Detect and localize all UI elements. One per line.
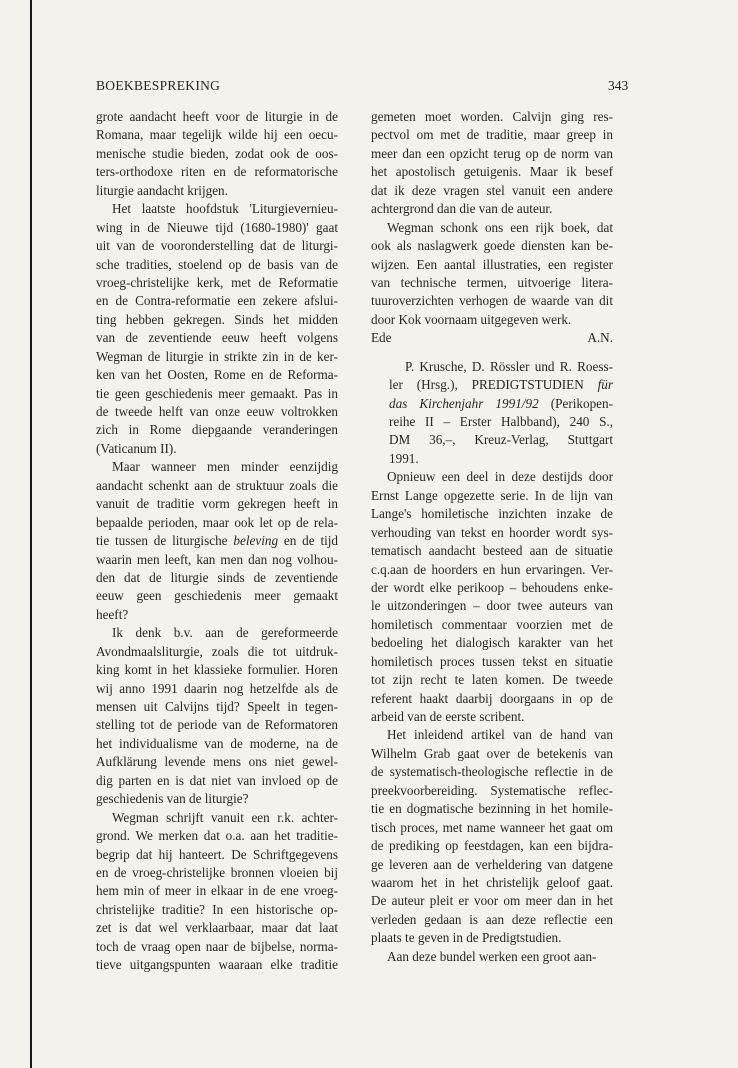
text-line: de systematisch-theologische reflectie in de (371, 764, 613, 780)
text-line: begrip dat hij hanteert. De Schriftgegevens (96, 846, 338, 862)
text-line: vroeg-christelijke kerk, met de Reformatie (96, 274, 338, 290)
text-line: van de zeventiende eeuw heeft volgens (96, 330, 338, 346)
text-line: (Vaticanum II). (96, 440, 177, 456)
text-line: referent haakt daarbij doorgaans in op de (371, 690, 613, 706)
text-line: de tweede helft van onze eeuw voltrokken (96, 404, 338, 419)
book-title: PREDIGTSTUDIEN (471, 377, 584, 393)
text-line: tisch proces, met name wanneer het gaat om (371, 819, 613, 835)
text-line: de prediking op feestdagen, kan een bijdra- (371, 838, 613, 854)
text-segment: en de tijd (283, 533, 339, 549)
text-line: tematisch aandacht besteed aan de situatie (371, 543, 613, 559)
text-line: tot zijn recht te laten komen. De tweede (371, 672, 613, 688)
text-line: tie geen geschiedenis meer gemaakt. Pas in (96, 385, 338, 401)
text-line: vanuit de traditie vorm gekregen heeft in (96, 496, 338, 512)
text-line: Het laatste hoofdstuk 'Liturgievernieu- (112, 201, 338, 217)
text-line: Wegman schrijft vanuit een r.k. achter- (112, 809, 338, 825)
text-line: verhouding van tekst en hoorder wordt sys- (371, 524, 613, 540)
text-line: dat ik deze vragen stel vanuit een andere (371, 182, 613, 198)
review-signature (371, 329, 613, 347)
text-line: ting hebben gekregen. Sinds het midden (96, 311, 338, 327)
text-line: grote aandacht heeft voor de liturgie in de (96, 109, 338, 124)
text-line: Ik denk b.v. aan de gereformeerde (112, 625, 338, 641)
text-line: Het inleidend artikel van de hand van (387, 727, 613, 743)
text-line: en de vroeg-christelijke bronnen vloeien bij (96, 864, 338, 880)
text-line: ken van het Oosten, Rome en de Reforma- (96, 367, 338, 383)
text-line: van technische termen, uitvoerige litera- (371, 274, 613, 290)
text-line: Lange's homiletische inzichten inzake de (371, 506, 613, 522)
italic-term: für (597, 377, 613, 393)
text-line: Maar wanneer men minder eenzijdig (112, 459, 338, 475)
signature-place: Ede (371, 330, 392, 346)
text-line: gemeten moet worden. Calvijn ging res- (371, 109, 613, 124)
text-line: Aufklärung levende mens ons niet gewel- (96, 754, 338, 770)
text-line: achtergrond dan die van de auteur. (371, 201, 553, 217)
text-line: bedoeling het dialogisch karakter van het (371, 635, 613, 651)
text-line: zet is dat wel verklaarbaar, maar dat laat (96, 920, 338, 936)
reference-line: P. Krusche, D. Rössler und R. Roess- (405, 358, 613, 374)
text-line (96, 532, 338, 550)
text-line: christelijke traditie? In een historische op- (96, 901, 338, 917)
text-line: toch de vraag open naar de bijbelse, norma- (96, 938, 338, 954)
text-line: wing in de Nieuwe tijd (1680-1980)' gaat (96, 219, 338, 235)
text-line: pectvol om met de traditie, maar greep in (371, 127, 613, 143)
text-line: Wegman schonk ons een rijk boek, dat (387, 219, 613, 235)
reference-line: reihe II – Erster Halbband), 240 S., (389, 414, 613, 429)
right-text-column (371, 108, 613, 966)
text-segment: tie tussen de liturgische (96, 533, 228, 549)
text-line: waarom het in het christelijk geloof gaat. (371, 874, 613, 890)
text-segment: ler (Hrsg.), (389, 377, 458, 393)
text-line: plaats te geven in de Predigtstudien. (371, 930, 562, 946)
text-line: het apostolisch getuigenis. Maar ik besef (371, 164, 613, 180)
reference-line (389, 376, 613, 394)
text-segment: (Perikopen- (550, 395, 614, 411)
text-line: le uitzonderingen – door twee auteurs van (371, 598, 613, 614)
reference-line (389, 395, 613, 413)
text-line: ters-orthodoxe riten en de reformatorische (96, 164, 338, 180)
text-line: eeuw geen geschiedenis meer gemaakt (96, 588, 338, 604)
text-line: door Kok voornaam uitgegeven werk. (371, 311, 572, 327)
text-line: arbeid van de eerste scribent. (371, 709, 525, 724)
text-line: bepaalde perioden, maar ook let op de rela- (96, 514, 338, 530)
text-line: mensen uit Calvijns tijd? Speelt in tegen- (96, 699, 338, 714)
text-line: aandacht schenkt aan de struktuur zoals die (96, 477, 338, 493)
text-line: sche tradities, stoelend op de basis van de (96, 256, 338, 272)
text-line: uit van de vooronderstelling dat de liturgi- (96, 238, 338, 254)
text-line: Opnieuw een deel in deze destijds door (387, 469, 613, 485)
text-line: dig parten en is dat niet van invloed op de (96, 772, 338, 788)
text-line: wijzen. Een aantal illustraties, een register (371, 256, 613, 272)
running-title: BOEKBESPREKING (96, 78, 221, 93)
text-line: c.q.aan de hoorders en hun ervaringen. Ver- (371, 561, 613, 577)
text-line: Wegman de liturgie in strikte zin in de ker- (96, 348, 338, 364)
text-line: tieve uitgangspunten waaraan elke traditie (96, 957, 338, 973)
signature-initials: A.N. (587, 330, 613, 346)
book-reference (371, 358, 613, 469)
text-line: het individualisme van de moderne, na de (96, 735, 338, 751)
text-line: stelling tot de periode van de Reformatoren (96, 717, 338, 733)
text-line: ge leveren aan de verheldering van datgene (371, 856, 613, 872)
text-line: hem min of meer in elkaar in de ene vroeg- (96, 883, 338, 899)
text-line: waarin men leeft, kan men dan nog volhou- (96, 551, 338, 567)
text-line: Aan deze bundel werken een groot aan- (387, 948, 597, 964)
page-number: 343 (608, 78, 629, 93)
text-line: grond. We merken dat o.a. aan het traditie- (96, 828, 338, 844)
text-line: liturgie aandacht krijgen. (96, 182, 228, 198)
text-line: der wordt elke perikoop – behoudens enke- (371, 579, 613, 595)
text-line: verleden gedaan is aan deze reflectie een (371, 911, 613, 927)
text-line: menische studie bieden, zodat ook de oos- (96, 145, 338, 161)
text-line: Wilhelm Grab gaat over de betekenis van (371, 745, 613, 761)
text-line: zich in Rome diepgaande veranderingen (96, 422, 338, 438)
reference-line: DM 36,–, Kreuz-Verlag, Stuttgart (389, 432, 613, 448)
text-line: tuuroverzichten verhogen de waarde van dit (371, 293, 613, 309)
text-line: meer dan een opzicht terug op de norm van (371, 145, 613, 161)
text-line: De auteur pleit er voor om meer dan in het (371, 893, 613, 909)
italic-term: das Kirchenjahr 1991/92 (389, 395, 539, 411)
text-line: en de Contra-reformatie een zekere afslui- (96, 293, 338, 309)
text-line: geschiedenis van de liturgie? (96, 791, 249, 807)
text-line: Avondmaalsliturgie, zoals die tot uitdruk- (96, 643, 338, 659)
text-line: king komt in het klassieke formulier. Horen (96, 662, 338, 678)
text-line: Ernst Lange opgezette serie. In de lijn van (371, 487, 613, 503)
text-line: heeft? (96, 606, 129, 622)
text-line: ook als naslagwerk goede diensten kan be- (371, 238, 613, 254)
scan-edge-line (30, 0, 32, 1068)
text-line: tie en dogmatische bezinning in het homile- (371, 801, 613, 817)
italic-term: beleving (233, 533, 279, 549)
text-line: wij anno 1991 daarin nog hetzelfde als de (96, 680, 338, 696)
text-line: homiletisch commentaar voorzien met de (371, 616, 613, 632)
text-line: homiletisch proces tussen tekst en situatie (371, 653, 613, 669)
text-line: Romana, maar tegelijk wilde hij een oecu- (96, 127, 338, 143)
reference-line: 1991. (389, 450, 419, 466)
left-text-column (96, 108, 338, 975)
text-line: den dat de liturgie sinds de zeventiende (96, 569, 338, 585)
text-line: preekvoorbereiding. Systematische reflec- (371, 782, 613, 798)
